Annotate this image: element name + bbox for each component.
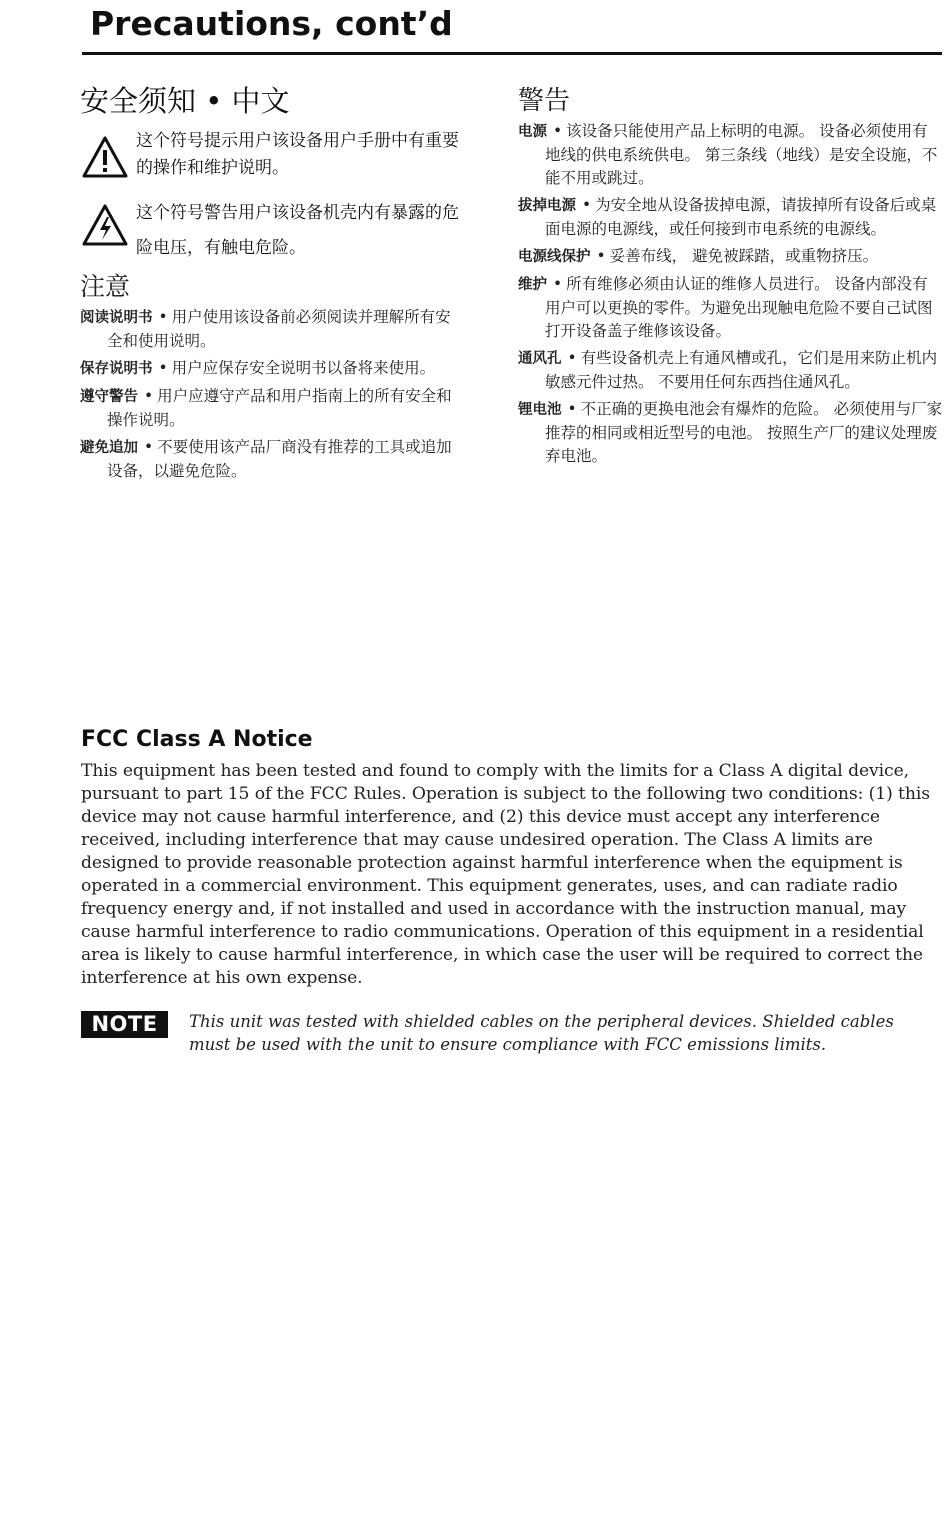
warning-item: 电源 • 该设备只能使用产品上标明的电源。 设备必须使用有地线的供电系统供电。 第三条线（地线）是安全设施，不能不用或跳过。 — [518, 122, 938, 187]
fcc-notice-title: FCC Class A Notice — [81, 727, 313, 752]
caution-symbol-row — [80, 128, 460, 182]
caution-symbol-text: 这个符号提示用户该设备用户手册中有重要的操作和维护说明。 — [136, 131, 459, 178]
voltage-symbol-row — [80, 196, 460, 266]
warning-item: 锂电池 • 不正确的更换电池会有爆炸的危险。 必须使用与厂家推荐的相同或相近型号的电池。 按照生产厂的建议处理废弃电池。 — [518, 400, 943, 465]
chinese-safety-section — [80, 78, 460, 487]
chinese-warnings-section — [518, 84, 943, 472]
warning-title: 警告 — [518, 86, 571, 116]
page-header — [82, 0, 942, 55]
note-block — [81, 1010, 941, 1056]
notice-title: 注意 — [80, 272, 131, 301]
page-title: Precautions, cont’d — [90, 4, 453, 43]
warning-item: 维护 • 所有维修必须由认证的维修人员进行。 设备内部没有用户可以更换的零件。为避免出现触电危险不要自己试图打开设备盖子维修该设备。 — [518, 275, 933, 340]
notice-item: 遵守警告 • 用户应遵守产品和用户指南上的所有安全和操作说明。 — [80, 387, 452, 429]
note-badge: NOTE — [81, 1011, 168, 1038]
notice-item: 保存说明书 • 用户应保存安全说明书以备将来使用。 — [80, 359, 436, 377]
warning-item: 电源线保护 • 妥善布线， 避免被踩踏，或重物挤压。 — [518, 247, 879, 265]
voltage-symbol-text: 这个符号警告用户该设备机壳内有暴露的危险电压，有触电危险。 — [136, 203, 459, 258]
note-text: This unit was tested with shielded cables on the peripheral devices. Shielded cables must be used with the unit to ensure compliance with FCC emissions limits. — [189, 1012, 894, 1054]
warning-triangle-icon — [80, 132, 130, 182]
high-voltage-icon — [80, 200, 130, 250]
warning-item: 拔掉电源 • 为安全地从设备拔掉电源，请拔掉所有设备后或桌面电源的电源线，或任何接到市电系统的电源线。 — [518, 196, 937, 238]
chinese-safety-title: 安全须知 • 中文 — [80, 84, 290, 118]
fcc-notice-body: This equipment has been tested and found to comply with the limits for a Class A digital device, pursuant to part 15 of the FCC Rules. Operation is subject to the following two conditions: (1) this device may not cause harmful interference, and (2) this device must accept any interference received, including interference that may cause undesired operation. The Class A limits are designed to provide reasonable protection against harmful interference when the equipment is operated in a commercial environment. This equipment generates, uses, and can radiate radio frequency energy and, if not installed and used in accordance with the instruction manual, may cause harmful interference to radio communications. Operation of this equipment in a residential area is likely to cause harmful interference, in which case the user will be required to correct the interference at his own expense. — [81, 761, 930, 988]
notice-item: 阅读说明书 • 用户使用该设备前必须阅读并理解所有安全和使用说明。 — [80, 308, 451, 350]
notice-item: 避免追加 • 不要使用该产品厂商没有推荐的工具或追加设备，以避免危险。 — [80, 438, 452, 480]
warning-item: 通风孔 • 有些设备机壳上有通风槽或孔，它们是用来防止机内敏感元件过热。 不要用任何东西挡住通风孔。 — [518, 349, 938, 391]
fcc-notice-section — [81, 724, 941, 990]
